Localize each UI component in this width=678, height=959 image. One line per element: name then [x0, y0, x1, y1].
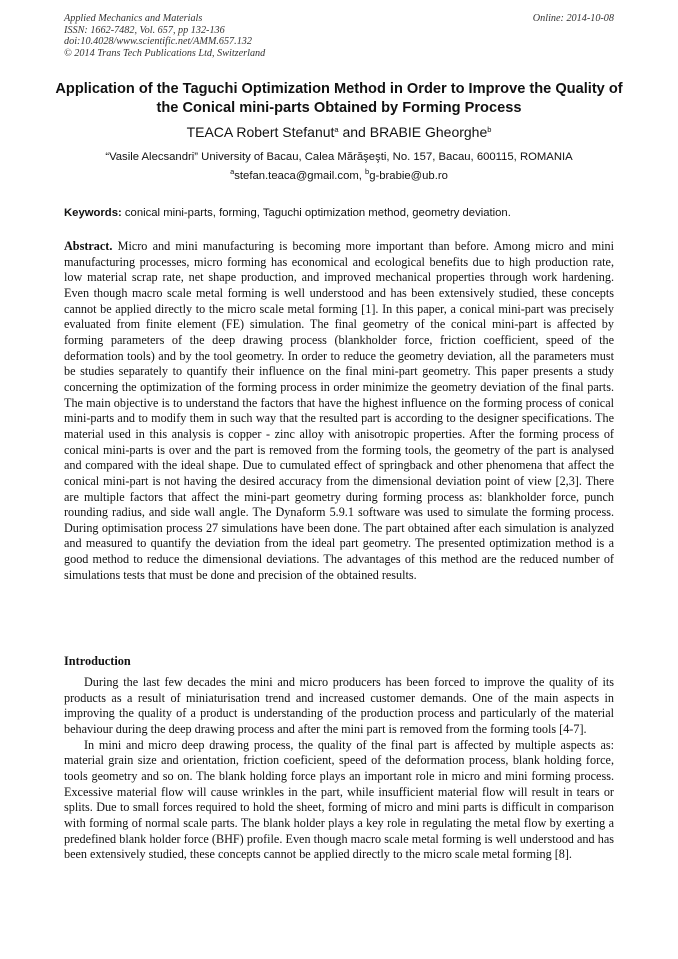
- author-2: BRABIE Gheorghe: [369, 124, 488, 140]
- journal-header: [64, 13, 614, 59]
- issn-line: ISSN: 1662-7482, Vol. 657, pp 132-136: [64, 24, 225, 36]
- affiliation: “Vasile Alecsandri” University of Bacau, Calea Mărăşeşti, No. 157, Bacau, 600115, ROMANIA: [105, 151, 573, 163]
- intro-paragraph-2: In mini and micro deep drawing process, the quality of the final part is affected by multiple aspects as: material grain size and orientation, friction coeficient, speed of the deformation process, blank holding force, tools geometry and so on. The blank holding force plays an important role in micro and mini forming process. Excessive material flow will cause wrinkles in the part, while insufficient material flow will result in tears or splits. Due to small forces required to hold the sheet, forming of micro and mini parts is difficult in comparison with forming of normal scale parts. The blank holder plays a key role in regulating the metal flow by exerting a predefined blank holder force (BHF) profile. Even though macro scale metal forming is well understood and has been extensively studied, these concepts cannot be applied directly to the micro scale metal forming [8].: [64, 737, 614, 862]
- intro-paragraph-1: During the last few decades the mini and micro producers has been forced to improve the quality of its products as a result of miniaturisation trend and increased customer demands. One of the main aspects in improving the quality of a product is understanding of the production process and particularly of the material behaviour during the deep drawing process and after the mini part is removed from the forming tools [4-7].: [64, 675, 614, 736]
- abstract: [64, 239, 614, 583]
- abstract-label: Abstract.: [64, 239, 113, 253]
- author-conjunction: and: [338, 124, 370, 140]
- copyright-line: © 2014 Trans Tech Publications Ltd, Switzerland: [64, 47, 266, 59]
- abstract-text: Micro and mini manufacturing is becoming more important than before. Among micro and mini manufacturing processes, micro forming has economical and ecological benefits due to high production rate, low material scrap rate, net shape production, and improved mechanical properties through work hardening. Even though macro scale metal forming is well understood and has been extensively studied, these concepts cannot be applied directly to the micro scale metal forming [1]. In this paper, a conical mini-part was precisely evaluated from finite element (FE) simulation. The final geometry of the conical mini-part is affected by forming parameters of the deep drawing process (blankholder force, friction coefficient, speed of the deformation tools) and by the tool geometry. In order to reduce the geometry deviation, all the parameters must be studies separately to quantify their influence on the final mini-part geometry. This paper presents a study concerning the optimization of the forming process in order minimize the geometry deviation of the final parts. The main objective is to understand the factors that have the highest influence on the forming process of conical mini-parts and to modify them in such way that the resulted part is according to the designer specifications. The material used in this analysis is copper - zinc alloy with anisotropic properties. After the forming process of conical mini-parts is over and the part is removed from the forming tools, the geometry of the part is analysed and compared with the ideal shape. Due to cumulated effect of springback and other phenomena that affect the conical mini-part is not having the desired accuracy from the dimensional deviation point of view [2,3]. There are multiple factors that affect the mini-part geometry during forming process as: blankholder force, punch rounding radius, and side wall angle. The Dynaform 5.9.1 software was used to simulate the forming process. During optimisation process 27 simulations have been done. The part obtained after each simulation is analyzed and measured to quantify the deviation from the ideal part geometry. The presented optimization method is a good method to reduce the dimensional deviations. The advantages of this method are the reduced number of simulations tests that must be done and precision of the obtained results.: [64, 239, 614, 582]
- keywords-text: conical mini-parts, forming, Taguchi optimization method, geometry deviation.: [121, 207, 511, 219]
- email-a: stefan.teaca@gmail.com,: [234, 170, 366, 182]
- author-1-affiliation-mark: a: [334, 125, 339, 134]
- author-line: [50, 123, 628, 141]
- author-1: TEACA Robert Stefanut: [186, 124, 335, 140]
- email-line: [50, 169, 628, 183]
- email-a-mark: a: [230, 167, 235, 176]
- online-date: Online: 2014-10-08: [532, 13, 614, 24]
- email-b-mark: b: [365, 167, 370, 176]
- paper-title: Application of the Taguchi Optimization Method in Order to Improve the Quality of the Conical mini-parts Obtained by Forming Process: [55, 81, 623, 116]
- introduction-body: [64, 675, 614, 863]
- email-b: g-brabie@ub.ro: [369, 170, 448, 182]
- doi-line: doi:10.4028/www.scientific.net/AMM.657.132: [64, 36, 252, 48]
- introduction-heading: Introduction: [64, 654, 131, 668]
- journal-name: Applied Mechanics and Materials: [64, 13, 203, 24]
- author-2-affiliation-mark: b: [487, 125, 492, 134]
- keywords-label: Keywords:: [64, 207, 122, 219]
- keywords: [64, 206, 624, 220]
